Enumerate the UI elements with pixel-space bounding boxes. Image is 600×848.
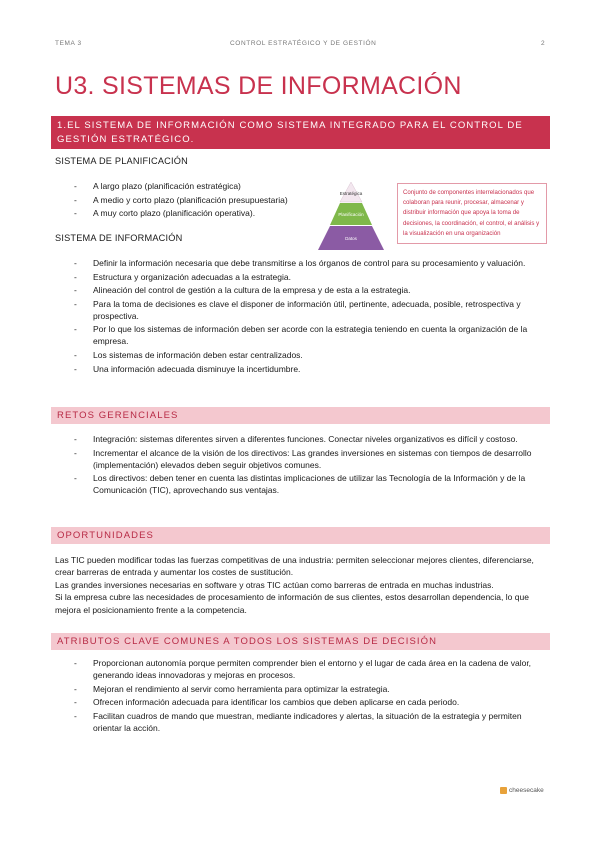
oportunidades-text: [55, 554, 545, 616]
paragraph: Las TIC pueden modificar todas las fuerzas competitivas de una industria: permiten seleccionar mejores clientes, diferenciarse, crear barreras de entrada y aumentar los costes de sustitución.: [55, 555, 534, 578]
retos-list: [74, 433, 546, 498]
atributos-heading: ATRIBUTOS CLAVE COMUNES A TODOS LOS SISTEMAS DE DECISIÓN: [51, 633, 550, 650]
page-title: U3. SISTEMAS DE INFORMACIÓN: [55, 72, 462, 100]
planning-title: SISTEMA DE PLANIFICACIÓN: [55, 156, 188, 166]
definition-note: Conjunto de componentes interrelacionados que colaboran para reunir, procesar, almacenar y distribuir información que apoya la toma de decisiones, la coordinación, el control, el análisis y la visualización en una organización: [397, 183, 547, 244]
list-item: - Incrementar el alcance de la visión de los directivos: Las grandes inversiones en sistemas con tiempos de desarrollo (implementación) elevados deben seguir objetivos comunes.: [74, 447, 546, 471]
info-system-title: SISTEMA DE INFORMACIÓN: [55, 233, 183, 243]
list-item: - A muy corto plazo (planificación operativa).: [74, 207, 334, 219]
list-item: - Los sistemas de información deben estar centralizados.: [74, 349, 546, 361]
pyramid-bottom-label: Datos: [345, 236, 357, 241]
info-system-list: [74, 257, 546, 376]
list-item: - Facilitan cuadros de mando que muestran, mediante indicadores y alertas, la situación de la estrategia y permiten orientar la acción.: [74, 710, 546, 734]
pyramid-top-label: Estratégica: [339, 191, 363, 196]
brand-logo: [500, 787, 544, 794]
list-item: - Estructura y organización adecuadas a la estrategia.: [74, 271, 546, 283]
paragraph: Si la empresa cubre las necesidades de procesamiento de información de sus clientes, estos desarrollan dependencia, lo que mejora el posicionamiento frente a la competencia.: [55, 592, 529, 615]
list-item: - Alineación del control de gestión a la cultura de la empresa y de esta a la estrategia.: [74, 284, 546, 296]
page-number: 2: [541, 40, 546, 47]
list-item: - Integración: sistemas diferentes sirven a diferentes funciones. Conectar niveles organizativos es difícil y costoso.: [74, 433, 546, 445]
logo-text: cheesecake: [509, 787, 544, 794]
list-item: - Mejoran el rendimiento al servir como herramienta para optimizar la estrategia.: [74, 683, 546, 695]
planning-pyramid: [318, 182, 384, 250]
list-item: - A largo plazo (planificación estratégica): [74, 180, 334, 192]
header-topic: TEMA 3: [55, 40, 82, 47]
planning-list: [74, 180, 334, 221]
atributos-list: [74, 657, 546, 735]
section-1-heading: 1.EL SISTEMA DE INFORMACIÓN COMO SISTEMA INTEGRADO PARA EL CONTROL DE GESTIÓN ESTRATÉGICO.: [51, 116, 550, 149]
oportunidades-heading: OPORTUNIDADES: [51, 527, 550, 544]
pyramid-middle-label: Planificación: [338, 212, 364, 217]
list-item: - Por lo que los sistemas de información deben ser acorde con la estrategia teniendo en cuenta la organización de la empresa.: [74, 323, 546, 347]
list-item: - Ofrecen información adecuada para identificar los cambios que deben aplicarse en cada periodo.: [74, 696, 546, 708]
list-item: - Los directivos: deben tener en cuenta las distintas implicaciones de utilizar las Tecnología de la Información y de la Comunicación (TIC), aprovechando sus ventajas.: [74, 472, 546, 496]
list-item: - Definir la información necesaria que debe transmitirse a los órganos de control para su procesamiento y valuación.: [74, 257, 546, 269]
list-item: - Una información adecuada disminuye la incertidumbre.: [74, 363, 546, 375]
retos-heading: RETOS GERENCIALES: [51, 407, 550, 424]
list-item: - Proporcionan autonomía porque permiten comprender bien el entorno y el lugar de cada área en la cadena de valor, generando ideas innovadoras y mejoras en procesos.: [74, 657, 546, 681]
list-item: - A medio y corto plazo (planificación presupuestaria): [74, 194, 334, 206]
cheesecake-icon: [500, 787, 507, 794]
list-item: - Para la toma de decisiones es clave el disponer de información útil, pertinente, adecuada, posible, retrospectiva y prospectiva.: [74, 298, 546, 322]
header-course: CONTROL ESTRATÉGICO Y DE GESTIÓN: [230, 40, 377, 47]
paragraph: Las grandes inversiones necesarias en software y otras TIC actúan como barreras de entrada en muchas industrias.: [55, 579, 494, 590]
